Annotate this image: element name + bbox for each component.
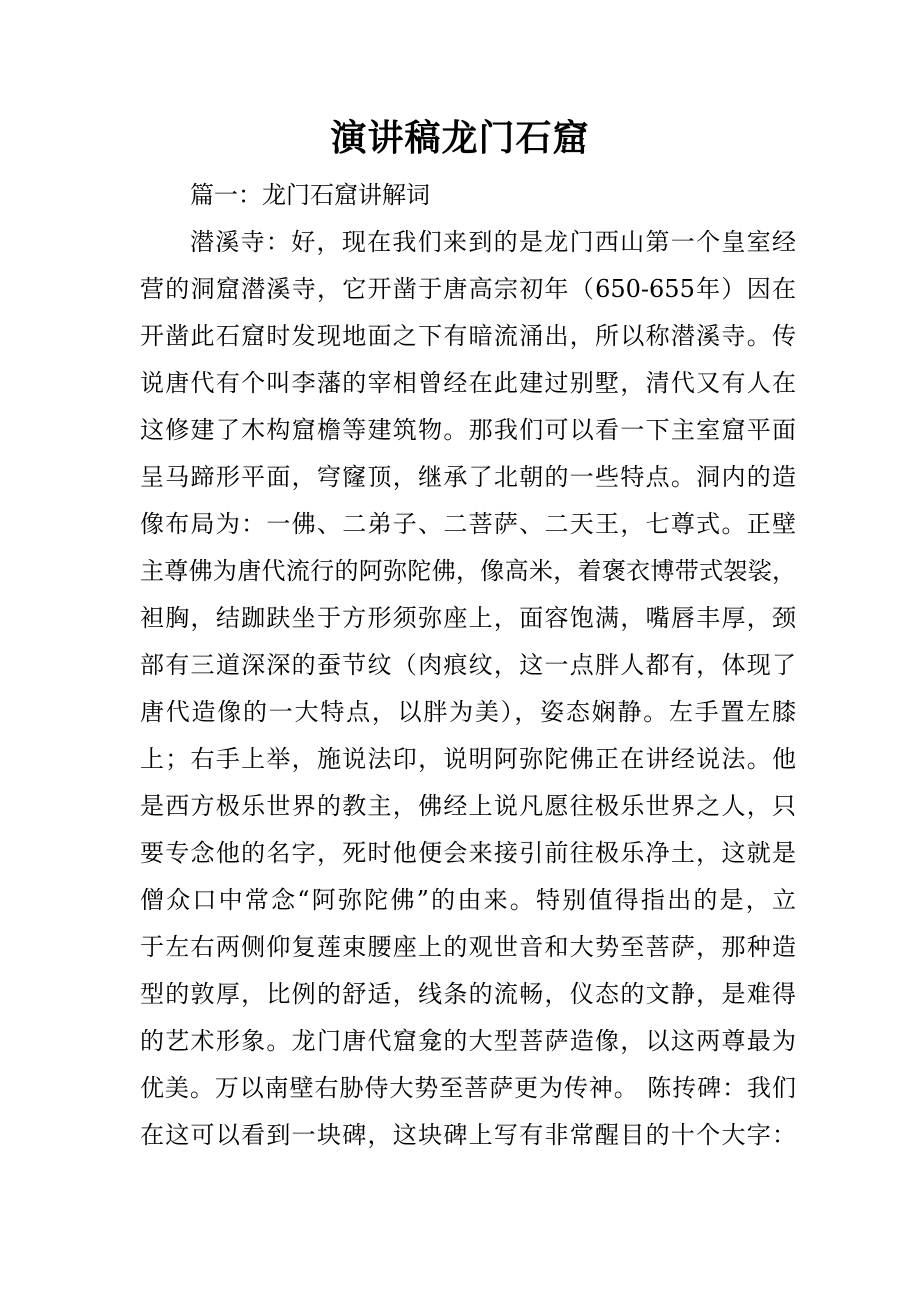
document-body (140, 172, 796, 1159)
text-line: 潜溪寺：好，现在我们来到的是龙门西山第一个皇室经 (190, 228, 796, 256)
text-line: 袒胸，结跏趺坐于方形须弥座上，面容饱满，嘴唇丰厚，颈 (140, 604, 796, 632)
text-line: 开凿此石窟时发现地面之下有暗流涌出，所以称潜溪寺。传 (140, 322, 796, 350)
text-line: 是西方极乐世界的教主，佛经上说凡愿往极乐世界之人，只 (140, 792, 796, 820)
text-line: 型的敦厚，比例的舒适，线条的流畅，仪态的文静，是难得 (140, 980, 796, 1008)
text-line: 的艺术形象。龙门唐代窟龛的大型菩萨造像，以这两尊最为 (140, 1027, 796, 1055)
text-line: 于左右两侧仰复莲束腰座上的观世音和大势至菩萨，那种造 (140, 933, 796, 961)
text-line: 营的洞窟潜溪寺，它开凿于唐高宗初年（650-655年）因在 (140, 275, 796, 303)
section-heading: 篇一：龙门石窟讲解词 (190, 181, 430, 209)
text-line: 呈马蹄形平面，穹窿顶，继承了北朝的一些特点。洞内的造 (140, 463, 796, 491)
document-title: 演讲稿龙门石窟 (330, 117, 590, 159)
text-line: 唐代造像的一大特点，以胖为美），姿态娴静。左手置左膝 (140, 698, 796, 726)
text-line: 僧众口中常念“阿弥陀佛”的由来。特别值得指出的是，立 (140, 886, 796, 914)
text-line: 像布局为：一佛、二弟子、二菩萨、二天王，七尊式。正壁 (140, 510, 796, 538)
text-line: 在这可以看到一块碑，这块碑上写有非常醒目的十个大字： (140, 1121, 796, 1149)
text-line: 上；右手上举，施说法印，说明阿弥陀佛正在讲经说法。他 (140, 745, 796, 773)
text-line: 优美。万以南壁右胁侍大势至菩萨更为传神。 陈抟碑：我们 (140, 1074, 796, 1102)
text-line: 要专念他的名字，死时他便会来接引前往极乐净土，这就是 (140, 839, 796, 867)
text-line: 这修建了木构窟檐等建筑物。那我们可以看一下主室窟平面 (140, 416, 796, 444)
text-line: 说唐代有个叫李藩的宰相曾经在此建过别墅，清代又有人在 (140, 369, 796, 397)
text-line: 主尊佛为唐代流行的阿弥陀佛，像高米，着褒衣博带式袈裟， (140, 557, 796, 585)
text-line: 部有三道深深的蚕节纹（肉痕纹，这一点胖人都有，体现了 (140, 651, 796, 679)
